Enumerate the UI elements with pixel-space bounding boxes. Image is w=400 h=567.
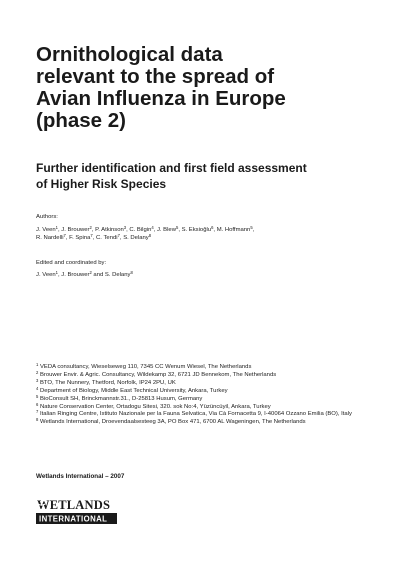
affiliation-item [36,419,352,427]
title-line: Avian Influenza in Europe [36,87,286,110]
editor-name: J. Veen [36,272,56,278]
affiliation-text: VEDA consultancy, Wieselseweg 110, 7345 CC Wenum Wiesel, The Netherlands [39,364,252,370]
author-sup: 8 [148,233,152,239]
affiliation-number: 7 [36,409,39,415]
author-name: C. Tendi [96,235,118,242]
affiliation-text: Nature Conservation Center, Ortadogu Sitesi, 320. sok No:4, Yüzüncüyil, Ankara, Turkey [39,403,271,410]
document-subtitle [36,161,366,192]
editor-sup: 1 [55,269,58,275]
author-name: S. Delany [123,235,149,242]
subtitle-line: of Higher Risk Species [36,176,167,191]
author-name: C. Bilgin [129,227,152,233]
affiliation-item [36,361,352,372]
affiliation-number: 3 [36,377,39,383]
affiliation-item [36,377,352,388]
affiliation-number: 6 [36,401,39,407]
affiliation-number: 2 [36,369,39,375]
subtitle-line: Further identification and first field assessment [36,161,307,175]
author-sup: 6 [211,224,214,230]
title-line: relevant to the spread of [36,65,275,88]
publisher-year: Wetlands International – 2007 [36,473,125,480]
editor-sup: 2 [89,269,92,275]
document-title [36,44,356,132]
editors-list: J. Veen$^1$, J. Brouwer$^2$ and S. Delany$^8$ [36,269,133,278]
affiliation-text: Department of Biology, Middle East Technical University, Ankara, Turkey [39,387,228,394]
editor-sup: 8 [130,269,133,275]
authors-label: Authors: [36,214,58,220]
author-name: R. Nardelli [36,235,64,242]
author-name: J. Brouwer [61,227,90,233]
affiliation-number: 5 [36,393,39,399]
author-sup: 5 [175,224,179,230]
author-sup: 7 [117,233,120,239]
affiliation-text: BTO, The Nunnery, Thetford, Norfolk, IP24 2PU, UK [39,379,176,386]
author-sup: 4 [151,224,154,230]
affiliation-text: Wetlands International, Droevendaalsesteeg 3A, PO Box 471, 6700 AL Wageningen, The Netherlands [39,419,306,426]
author-sup: 2 [89,224,92,230]
author-name: F. Spina [69,235,91,242]
affiliations-list [36,361,352,427]
edited-label: Edited and coordinated by: [36,260,107,266]
author-name: S. Eksioğlu [181,227,212,233]
affiliation-item [36,369,352,380]
author-sup: 7 [90,233,93,239]
authors-line: J. Veen$^1$, J. Brouwer$^2$, P. Atkinson$^3$, C. Bilgin$^4$, J. Blew$^5$, S. Eksioğlu$^6$, M. Hoffmann$^5$, [36,224,255,233]
svg-text:WETLANDS: WETLANDS [37,498,111,512]
author-name: M. Hoffmann [216,227,251,233]
author-name: J. Veen [36,227,56,233]
author-name: J. Blew [156,227,176,233]
affiliation-text: BioConsult SH, Brinckmannstr.31., D-25813 Husum, Germany [39,395,203,402]
author-sup: 5 [250,224,253,230]
authors-line: R. Nardelli$^7$, F. Spina$^7$, C. Tendi$^7$, S. Delany$^8$ [36,233,152,242]
affiliation-number: 4 [36,385,39,391]
wetlands-international-logo [36,496,118,526]
author-sup: 7 [63,233,66,239]
title-line: (phase 2) [36,109,126,132]
affiliation-number: 1 [36,361,39,367]
affiliation-number: 8 [36,417,39,423]
author-name: P. Atkinson [95,227,124,233]
affiliation-text: Brouwer Envir. & Agric. Consultancy, Wildekamp 32, 6721 JD Bennekom, The Netherlands [39,371,277,378]
title-line: Ornithological data [36,43,223,66]
editor-name: S. Delany [104,272,131,278]
editor-name: J. Brouwer [61,272,90,278]
affiliation-text: Italian Ringing Centre, Istituto Nazionale per la Fauna Selvatica, Via Cà Fornacetta 9, I-40064 Ozzano Emilia (BO), Italy [39,411,352,418]
author-sup: 3 [123,224,127,230]
svg-text:INTERNATIONAL: INTERNATIONAL [39,514,108,524]
authors-list [36,226,254,243]
author-sup: 1 [55,224,58,230]
